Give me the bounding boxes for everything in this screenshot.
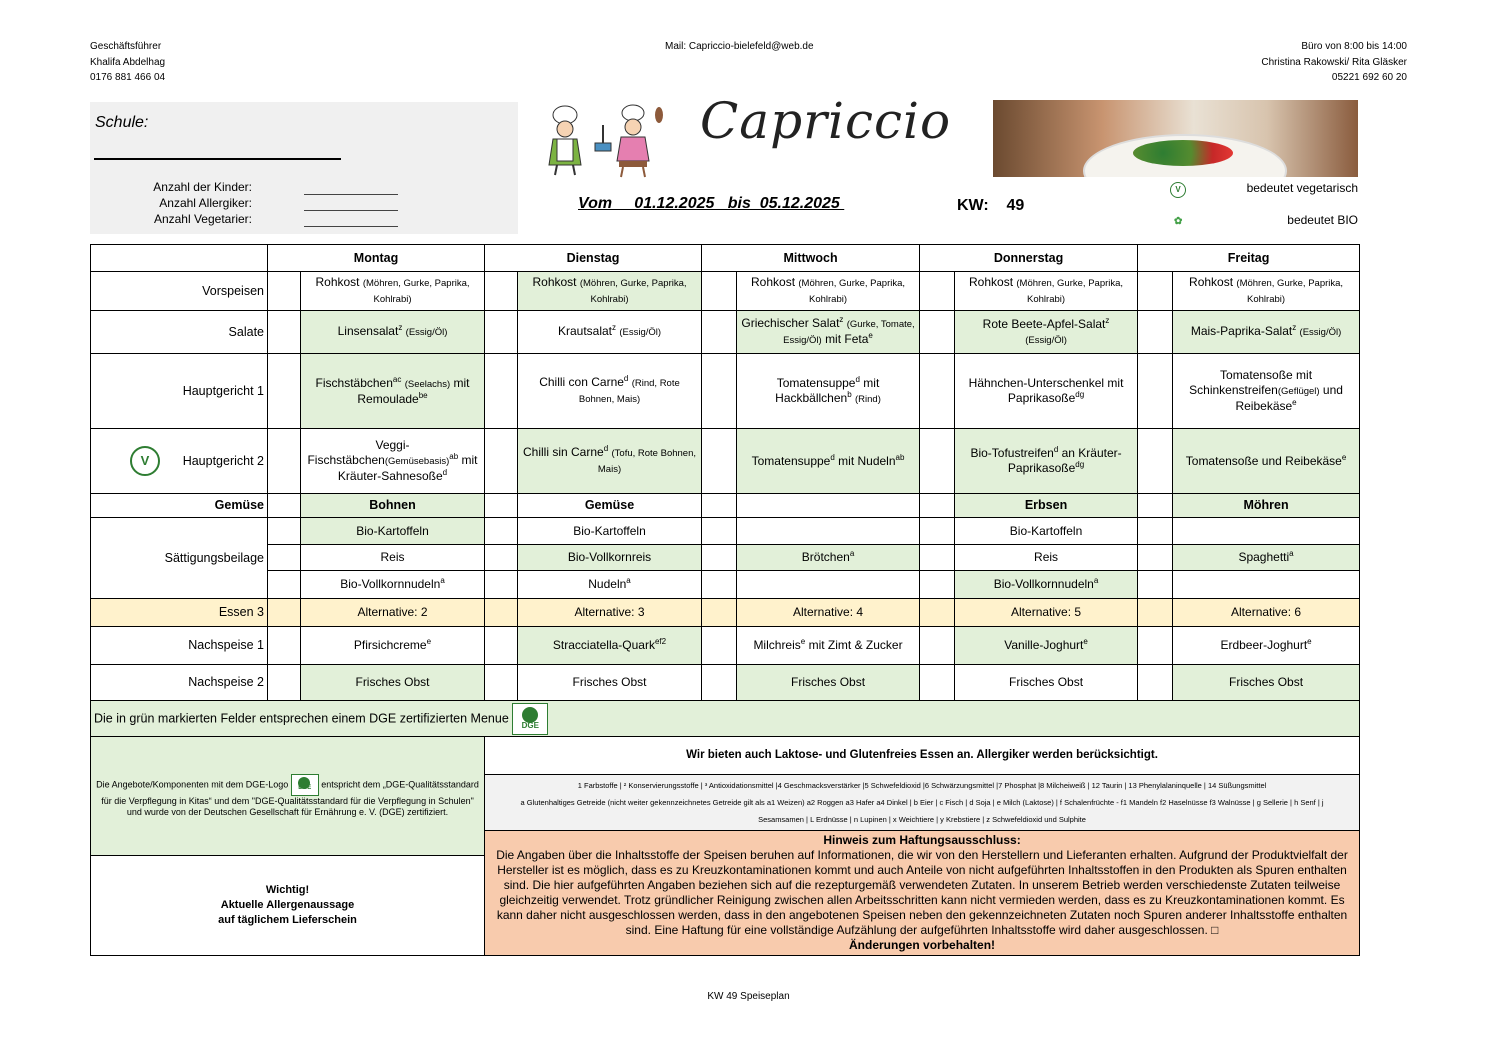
- count-children-line: [304, 194, 398, 195]
- bio-icon: ✿: [1174, 216, 1183, 227]
- day-thu: Donnerstag: [920, 245, 1138, 272]
- side1-mon: Bio-Kartoffeln: [301, 518, 485, 545]
- side1-thu: Bio-Kartoffeln: [955, 518, 1138, 545]
- starter-tue: Rohkost (Möhren, Gurke, Paprika, Kohlrabi): [518, 272, 702, 311]
- allergens-text-1: a Glutenhaltiges Getreide (nicht weiter gekennzeichnetes Getreide gilt als a1 Weizen) a2 Roggen a3 Hafer a4 Dinkel | b Eier | c Fisch | d Soja | e Milch (Laktose) | f Schalenfrüchte - f1 Mandeln f2 Haselnüsse f3 Walnüsse | g Sellerie | h Senf | j: [520, 798, 1324, 807]
- vegetarian-leaf-icon: V: [1170, 182, 1186, 198]
- alt-wed: Alternative: 4: [737, 599, 920, 627]
- liability-note: [485, 831, 1360, 956]
- dessert2-mon: Frisches Obst: [301, 665, 485, 701]
- count-allergic-line: [304, 210, 398, 211]
- starter-wed: Rohkost (Möhren, Gurke, Paprika, Kohlrabi): [737, 272, 920, 311]
- allergens-text-2: Sesamsamen | L Erdnüsse | n Lupinen | x Weichtiere | y Krebstiere | z Schwefeldioxid und Sulphite: [758, 815, 1086, 824]
- veg-wed: [737, 494, 920, 518]
- dge-certification: [91, 737, 485, 856]
- main1-mon: Fischstäbchen$^{ac}$ (Seelachs) mit Remoulade$^{be}$: [301, 354, 485, 429]
- side2-tue: Bio-Vollkornreis: [518, 545, 702, 571]
- veg-thu: Erbsen: [955, 494, 1138, 518]
- dge-logo-icon: DGE: [512, 703, 548, 735]
- dge-cert-text-b: entspricht dem „DGE-Qualitätsstandard für die Verpflegung in Kitas“ und dem "DGE-Qualitätsstandard für die Verpflegung in Schulen" und wurde von der Deutschen Gesellschaft für Ernährung e. V. (DGE) zertifiziert.: [101, 779, 479, 817]
- day-tue: Dienstag: [485, 245, 702, 272]
- school-line: [94, 158, 341, 160]
- row-essen3: [91, 599, 1360, 627]
- dge-note: [91, 701, 1360, 737]
- side1-fri: [1173, 518, 1360, 545]
- row-label: Vorspeisen: [91, 272, 268, 311]
- veg-tue: Gemüse: [518, 494, 702, 518]
- day-fri: Freitag: [1138, 245, 1360, 272]
- side3-mon: Bio-Vollkornnudeln$^a$: [301, 571, 485, 599]
- alt-tue: Alternative: 3: [518, 599, 702, 627]
- dessert2-tue: Frisches Obst: [518, 665, 702, 701]
- main1-thu: Hähnchen-Unterschenkel mit Paprikasoße$^{dg}$: [955, 354, 1138, 429]
- main2-mon: Veggi-Fischstäbchen(Gemüsebasis)$^{ab}$ mit Kräuter-Sahnesoße$^d$: [301, 429, 485, 494]
- starter-thu: Rohkost (Möhren, Gurke, Paprika, Kohlrabi): [955, 272, 1138, 311]
- dessert1-thu: Vanille-Joghurt$^e$: [955, 627, 1138, 665]
- main2-tue: Chilli sin Carne$^d$ (Tofu, Rote Bohnen, Mais): [518, 429, 702, 494]
- legend-veg-text: bedeutet vegetarisch: [1246, 181, 1358, 195]
- row-label: Hauptgericht 1: [91, 354, 268, 429]
- side1-tue: Bio-Kartoffeln: [518, 518, 702, 545]
- important-title: Wichtig!: [265, 884, 310, 896]
- row-label: Salate: [91, 311, 268, 354]
- office-hours: Büro von 8:00 bis 14:00: [1301, 41, 1407, 52]
- important-note: [91, 856, 485, 956]
- row-vorspeisen: [91, 272, 1360, 311]
- dessert1-fri: Erdbeer-Joghurt$^e$: [1173, 627, 1360, 665]
- liability-text: Die Angaben über die Inhaltsstoffe der Speisen beruhen auf Informationen, die wir von den Herstellern und Lieferanten erhalten. Aufgrund der Produktvielfalt der Hersteller ist es möglich, dass es zu Kreuzkontaminationen kommt und auch Anteile von nicht aufgeführten Inhaltsstoffen in den Produkten als Spuren enthalten sind. Die hier aufgeführten Angaben beziehen sich auf die rezepturgemäß verwendeten Zutaten. In unserem Betrieb werden verschiedenste Zutaten teilweise gleichzeitig verwendet. Trotz gründlicher Reinigung zwischen allen Arbeitsschritten kann nicht vermieden werden, dass es zu Kreuzkontaminationen kommt. Es kann daher nicht ausgeschlossen werden, dass in den angebotenen Speisen neben den gekennzeichneten Zutaten noch Spuren anderer Inhaltsstoffe enthalten sind. Eine Haftung für eine vollständige Aufzählung der aufgeführten Inhaltsstoffe wird daher ausgeschlossen. □: [496, 848, 1348, 937]
- kw-value: 49: [1006, 197, 1025, 214]
- dge-cert-text-a: Die Angebote/Komponenten mit dem DGE-Logo: [96, 779, 289, 790]
- starter-fri: Rohkost (Möhren, Gurke, Paprika, Kohlrabi): [1173, 272, 1360, 311]
- liability-title: Hinweis zum Haftungsausschluss:: [823, 833, 1021, 847]
- row-haupt2: [91, 429, 1360, 494]
- important-line-1: Aktuelle Allergenaussage: [220, 899, 355, 911]
- day-wed: Mittwoch: [702, 245, 920, 272]
- dessert1-wed: Milchreis$^e$ mit Zimt & Zucker: [737, 627, 920, 665]
- row-haupt1: [91, 354, 1360, 429]
- main1-tue: Chilli con Carne$^d$ (Rind, Rote Bohnen, Mais): [518, 354, 702, 429]
- count-children-label: Anzahl der Kinder:: [153, 180, 252, 194]
- row-lactose: [91, 737, 1360, 775]
- dessert2-fri: Frisches Obst: [1173, 665, 1360, 701]
- kw-label: KW:: [957, 197, 989, 214]
- side2-wed: Brötchen$^a$: [737, 545, 920, 571]
- veg-fri: Möhren: [1173, 494, 1360, 518]
- liability-end: Änderungen vorbehalten!: [849, 938, 996, 952]
- side1-wed: [737, 518, 920, 545]
- side3-wed: [737, 571, 920, 599]
- office-phone: 05221 692 60 20: [1331, 72, 1407, 83]
- count-vegetarian-label: Anzahl Vegetarier:: [153, 212, 252, 226]
- row-nachspeise2: [91, 665, 1360, 701]
- lactose-note: Wir bieten auch Laktose- und Glutenfreies Essen an. Allergiker werden berücksichtigt.: [485, 737, 1360, 775]
- alt-thu: Alternative: 5: [955, 599, 1138, 627]
- side3-fri: [1173, 571, 1360, 599]
- header-role: Geschäftsführer: [90, 41, 162, 52]
- salad-thu: Rote Beete-Apfel-Salat$^z$ (Essig/Öl): [955, 311, 1138, 354]
- legend-veg: [1170, 181, 1358, 198]
- dessert2-thu: Frisches Obst: [955, 665, 1138, 701]
- starter-mon: Rohkost (Möhren, Gurke, Paprika, Kohlrabi): [301, 272, 485, 311]
- row-label: Sättigungsbeilage: [91, 518, 268, 599]
- count-allergic-label: Anzahl Allergiker:: [159, 196, 252, 210]
- legend-bio: [1174, 213, 1358, 227]
- additives-text: 1 Farbstoffe | ² Konservierungsstoffe | ³ Antioxidationsmittel |4 Geschmacksverstärker |5 Schwefeldioxid |6 Schwärzungsmittel |7 Phosphat |8 Milcheiweiß | 12 Taurin | 13 Phenylalaninquelle | 14 Süßungsmittel: [577, 781, 1267, 790]
- row-label: Nachspeise 2: [91, 665, 268, 701]
- header-name: Khalifa Abdelhag: [90, 56, 166, 68]
- row-nachspeise1: [91, 627, 1360, 665]
- salad-mon: Linsensalat$^z$ (Essig/Öl): [301, 311, 485, 354]
- dge-logo-icon: DGE: [291, 774, 319, 796]
- dessert1-mon: Pfirsichcreme$^e$: [301, 627, 485, 665]
- alt-fri: Alternative: 6: [1173, 599, 1360, 627]
- row-gemuese: [91, 494, 1360, 518]
- main1-fri: Tomatensoße mit Schinkenstreifen(Geflügel) und Reibekäse$^e$: [1173, 354, 1360, 429]
- company-info: [90, 39, 165, 86]
- row-saettigung-1: [91, 518, 1360, 545]
- salad-wed: Griechischer Salat$^z$ (Gurke, Tomate, Essig/Öl) mit Feta$^e$: [737, 311, 920, 354]
- dessert2-wed: Frisches Obst: [737, 665, 920, 701]
- row-label: Hauptgericht 2: [182, 454, 264, 468]
- footer: KW 49 Speiseplan: [707, 991, 790, 1002]
- header-mail: Mail: Capriccio-bielefeld@web.de: [665, 41, 814, 52]
- school-box: [90, 102, 518, 234]
- alt-mon: Alternative: 2: [301, 599, 485, 627]
- dge-note-text: Die in grün markierten Felder entsprechen einem DGE zertifizierten Menue: [94, 710, 509, 725]
- veg-mon: Bohnen: [301, 494, 485, 518]
- salad-tue: Krautsalat$^z$ (Essig/Öl): [518, 311, 702, 354]
- salad: [1133, 140, 1233, 166]
- header-phone: 0176 881 466 04: [90, 72, 166, 83]
- additives-legend: [485, 775, 1360, 831]
- row-label-haupt2: [91, 429, 268, 494]
- side2-fri: Spaghetti$^a$: [1173, 545, 1360, 571]
- menu-table: [90, 244, 1360, 956]
- dessert1-tue: Stracciatella-Quark$^{ef2}$: [518, 627, 702, 665]
- side3-thu: Bio-Vollkornnudeln$^a$: [955, 571, 1138, 599]
- chefs-illustration: [535, 103, 670, 178]
- office-contacts: Christina Rakowski/ Rita Gläsker: [1261, 56, 1407, 68]
- side2-mon: Reis: [301, 545, 485, 571]
- row-label: Essen 3: [91, 599, 268, 627]
- row-salate: [91, 311, 1360, 354]
- row-dge-note: [91, 701, 1360, 737]
- days-row: [91, 245, 1360, 272]
- row-label: Nachspeise 1: [91, 627, 268, 665]
- row-label: Gemüse: [91, 494, 268, 518]
- side2-thu: Reis: [955, 545, 1138, 571]
- vegetarian-leaf-icon: V: [130, 446, 160, 476]
- side3-tue: Nudeln$^a$: [518, 571, 702, 599]
- school-label: Schule:: [95, 114, 149, 131]
- main2-thu: Bio-Tofustreifen$^d$ an Kräuter-Paprikasoße$^{dg}$: [955, 429, 1138, 494]
- period-range: Vom 01.12.2025 bis 05.12.2025: [578, 195, 845, 212]
- salad-fri: Mais-Paprika-Salat$^z$ (Essig/Öl): [1173, 311, 1360, 354]
- calendar-week: [957, 197, 1024, 215]
- count-vegetarian-line: [304, 226, 398, 227]
- main2-wed: Tomatensuppe$^d$ mit Nudeln$^{ab}$: [737, 429, 920, 494]
- corner-cell: [91, 245, 268, 272]
- brand-logo: Capriccio: [700, 92, 952, 150]
- row-saettigung-2: [91, 545, 1360, 571]
- main1-wed: Tomatensuppe$^d$ mit Hackbällchen$^b$ (Rind): [737, 354, 920, 429]
- legend-bio-text: bedeutet BIO: [1287, 213, 1358, 227]
- row-saettigung-3: [91, 571, 1360, 599]
- food-photo: [993, 100, 1358, 177]
- important-line-2: auf täglichem Lieferschein: [218, 914, 357, 926]
- main2-fri: Tomatensoße und Reibekäse$^e$: [1173, 429, 1360, 494]
- office-info: [1261, 39, 1407, 86]
- day-mon: Montag: [268, 245, 485, 272]
